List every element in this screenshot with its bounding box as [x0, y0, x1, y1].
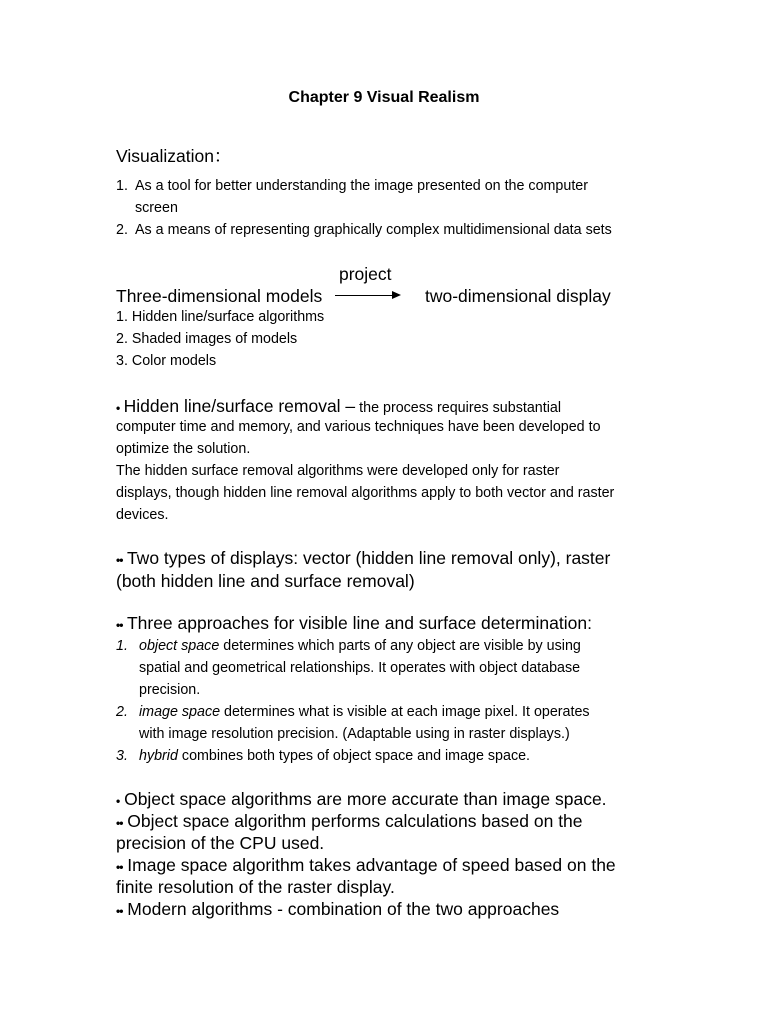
paragraph-text: finite resolution of the raster display.: [116, 877, 395, 897]
paragraph-text: Object space algorithms are more accurate than image space.: [124, 789, 607, 809]
list-text-continued: screen: [135, 200, 178, 216]
list-number: 2.: [116, 222, 128, 238]
hidden-removal-paragraph: [116, 396, 561, 417]
term: object space: [139, 638, 220, 654]
list-item: [116, 748, 530, 764]
summary-item: [116, 789, 607, 810]
paragraph-text: devices.: [116, 507, 169, 523]
list-text: determines what is visible at each image pixel. It operates: [220, 704, 590, 720]
list-text-continued: precision.: [139, 682, 201, 698]
double-bullet-icon: ••: [116, 816, 123, 830]
list-text: As a means of representing graphically complex multidimensional data sets: [135, 222, 612, 238]
bullet-icon: •: [116, 401, 120, 415]
summary-item: [116, 811, 583, 832]
list-item: [116, 222, 612, 238]
paragraph-text: The hidden surface removal algorithms were developed only for raster: [116, 463, 560, 479]
paragraph-text: computer time and memory, and various techniques have been developed to: [116, 419, 601, 435]
summary-item: [116, 899, 559, 920]
list-text-continued: spatial and geometrical relationships. It operates with object database: [139, 660, 581, 676]
list-item: 1. Hidden line/surface algorithms: [116, 309, 325, 325]
project-label: project: [339, 264, 392, 284]
paragraph-text: the process requires substantial: [355, 400, 561, 416]
list-item: [116, 178, 588, 194]
list-number: 2.: [116, 704, 128, 720]
list-number: 3.: [116, 748, 128, 764]
list-text-continued: with image resolution precision. (Adaptable using in raster displays.): [139, 726, 570, 742]
list-item: 3. Color models: [116, 353, 217, 369]
list-item: [116, 704, 590, 720]
list-number: 1.: [116, 178, 128, 194]
visualization-heading: Visualization：: [116, 146, 232, 166]
double-bullet-icon: ••: [116, 553, 123, 567]
section-heading: Three approaches for visible line and surface determination:: [126, 613, 592, 633]
list-number: 1.: [116, 638, 128, 654]
list-text: determines which parts of any object are visible by using: [219, 638, 581, 654]
page-title: Chapter 9 Visual Realism: [288, 89, 480, 106]
paragraph-text: displays, though hidden line removal algorithms apply to both vector and raster: [116, 485, 615, 501]
section-heading: Hidden line/surface removal –: [123, 396, 356, 416]
paragraph-text: Modern algorithms - combination of the two approaches: [127, 899, 560, 919]
bullet-icon: •: [116, 794, 120, 808]
right-arrow-icon: [335, 290, 401, 302]
paragraph-text: Image space algorithm takes advantage of speed based on the: [127, 855, 616, 875]
double-bullet-icon: ••: [116, 904, 123, 918]
paragraph-text: precision of the CPU used.: [116, 833, 325, 853]
projection-from: Three-dimensional models: [116, 286, 323, 306]
paragraph-text: Object space algorithm performs calculations based on the: [127, 811, 583, 831]
double-bullet-icon: ••: [116, 860, 123, 874]
term: image space: [139, 704, 221, 720]
paragraph-text: (both hidden line and surface removal): [116, 571, 415, 591]
projection-to: two-dimensional display: [425, 286, 611, 306]
paragraph-text: Two types of displays: vector (hidden line removal only), raster: [126, 548, 611, 568]
list-text: combines both types of object space and image space.: [177, 748, 531, 764]
term: hybrid: [139, 748, 178, 764]
displays-paragraph: [116, 548, 610, 569]
double-bullet-icon: ••: [116, 618, 123, 632]
list-text: As a tool for better understanding the image presented on the computer: [135, 178, 589, 194]
approaches-heading: [116, 613, 592, 634]
list-item: 2. Shaded images of models: [116, 331, 298, 347]
list-item: [116, 638, 581, 654]
summary-item: [116, 855, 616, 876]
paragraph-text: optimize the solution.: [116, 441, 251, 457]
